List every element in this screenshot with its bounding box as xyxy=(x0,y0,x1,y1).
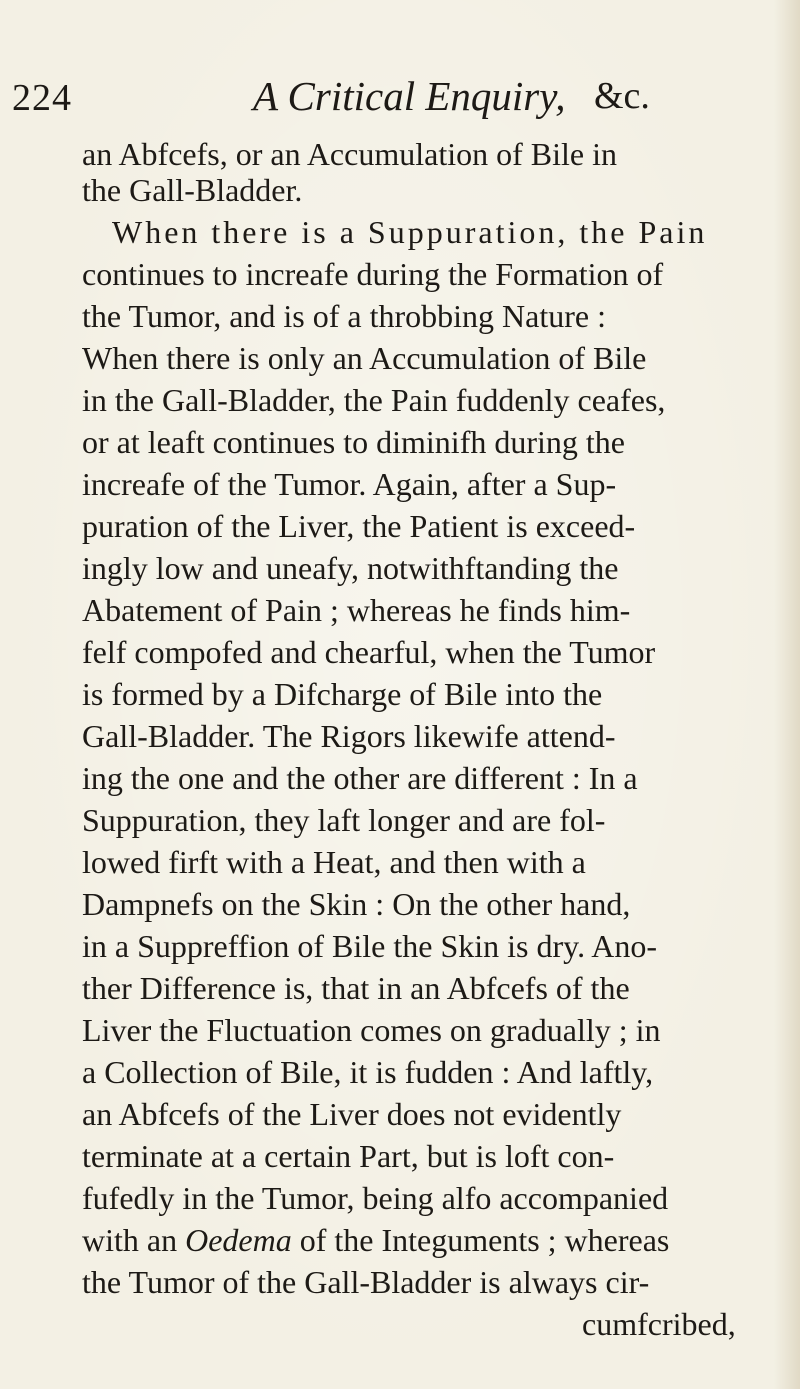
running-title-etc: &c. xyxy=(594,75,650,117)
text-line: the Tumor, and is of a throbbing Nature : xyxy=(82,298,606,334)
text-line: ther Difference is, that in an Abfcefs of the xyxy=(82,970,630,1006)
text-line: felf compofed and chearful, when the Tumor xyxy=(82,634,656,670)
text-line: ingly low and uneafy, notwithftanding the xyxy=(82,550,619,586)
text-line: Liver the Fluctuation comes on gradually ; in xyxy=(82,1012,661,1048)
text-line: an Abfcefs, or an Accumulation of Bile in xyxy=(82,136,617,172)
text-line: is formed by a Difcharge of Bile into the xyxy=(82,676,603,712)
text-line: Suppuration, they laft longer and are fol- xyxy=(82,802,606,838)
text-line: continues to increafe during the Formation of xyxy=(82,256,664,292)
text-line: puration of the Liver, the Patient is exceed- xyxy=(82,508,636,544)
text-line: Dampnefs on the Skin : On the other hand, xyxy=(82,886,631,922)
text-line: or at leaft continues to diminifh during the xyxy=(82,424,625,460)
text-line: in the Gall-Bladder, the Pain fuddenly ceafes, xyxy=(82,382,666,418)
page-number: 224 xyxy=(12,77,72,119)
text-run: of the Integuments ; whereas xyxy=(291,1222,670,1258)
text-line: lowed firft with a Heat, and then with a xyxy=(82,844,586,880)
text-line: the Gall-Bladder. xyxy=(82,172,303,208)
text-line: a Collection of Bile, it is fudden : And laftly, xyxy=(82,1054,654,1090)
text-line: When there is a Suppuration, the Pain xyxy=(112,214,708,250)
text-line: an Abfcefs of the Liver does not evidently xyxy=(82,1096,622,1132)
text-line: the Tumor of the Gall-Bladder is always cir- xyxy=(82,1264,650,1300)
text-line xyxy=(0,1217,800,1263)
text-line: Abatement of Pain ; whereas he finds him- xyxy=(82,592,631,628)
text-line: in a Suppreffion of Bile the Skin is dry. Ano- xyxy=(82,928,658,964)
italic-term: Oedema xyxy=(185,1222,292,1258)
running-header xyxy=(0,70,800,130)
text-line: When there is only an Accumulation of Bile xyxy=(82,340,647,376)
running-title: A Critical Enquiry, xyxy=(253,73,566,119)
text-line: terminate at a certain Part, but is loft con- xyxy=(82,1138,615,1174)
text-run: with an xyxy=(82,1222,186,1258)
text-line: cumfcribed, xyxy=(582,1306,736,1342)
text-line: fufedly in the Tumor, being alfo accompanied xyxy=(82,1180,669,1216)
text-line: increafe of the Tumor. Again, after a Sup- xyxy=(82,466,617,502)
text-line: ing the one and the other are different : In a xyxy=(82,760,638,796)
text-line: Gall-Bladder. The Rigors likewife attend- xyxy=(82,718,616,754)
